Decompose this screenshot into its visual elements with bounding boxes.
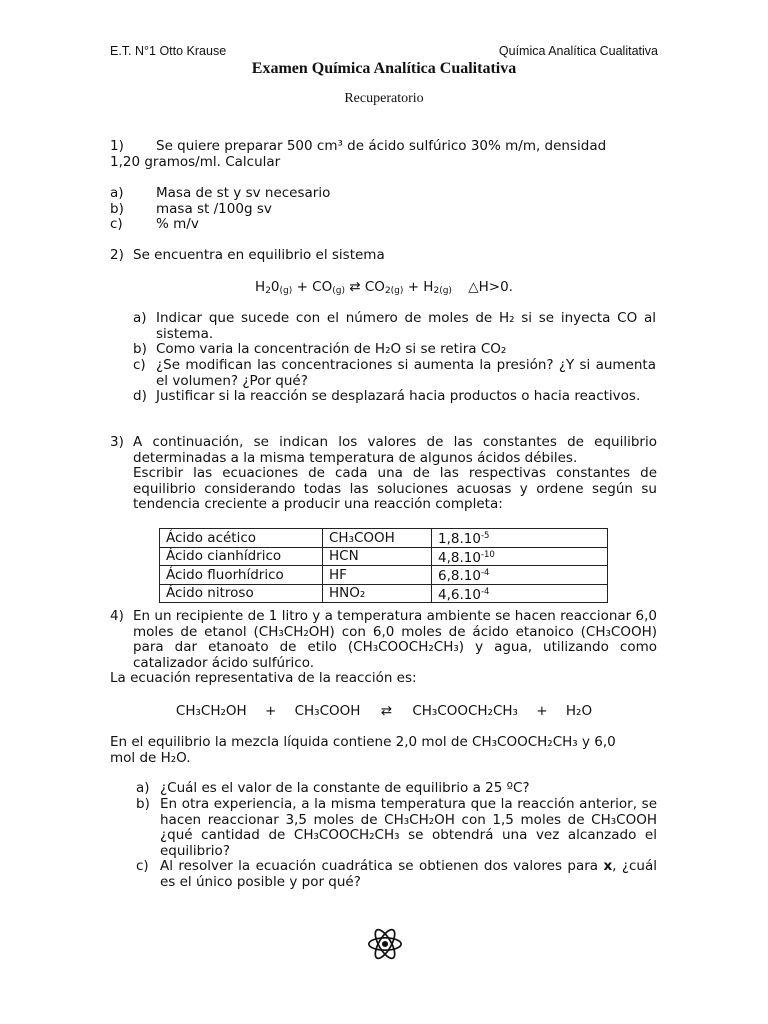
acid-constants-table <box>159 528 608 603</box>
q1-text-line2: 1,20 gramos/ml. Calcular <box>110 154 281 170</box>
table-row <box>160 584 608 603</box>
q4-number: 4) <box>110 608 124 624</box>
table-row <box>160 566 608 585</box>
q2-item-a: Indicar que sucede con el número de moles de H₂ si se inyecta CO al sistema. <box>156 310 656 342</box>
q4-equilibrium-line2: mol de H₂O. <box>110 750 191 766</box>
q2-item-a-label: a) <box>133 310 147 326</box>
q1-item-a: Masa de st y sv necesario <box>156 185 331 201</box>
q2-item-b: Como varia la concentración de H₂O si se retira CO₂ <box>156 341 507 357</box>
q3-paragraph1: A continuación, se indican los valores de las constantes de equilibrio determinadas a la misma temperatura de algunos ácidos débiles. <box>133 434 657 466</box>
q1-item-b-label: b) <box>110 201 124 217</box>
acid-name: Ácido cianhídrico <box>160 547 323 566</box>
q2-item-c-label: c) <box>133 357 146 373</box>
q2-number: 2) <box>110 247 124 263</box>
acid-ka: $4,8.10^{-10}$ <box>432 547 608 566</box>
acid-name: Ácido acético <box>160 529 323 548</box>
acid-formula: CH₃COOH <box>323 529 432 548</box>
q4-intro: La ecuación representativa de la reacción es: <box>110 670 417 686</box>
table-row <box>160 529 608 548</box>
q1-item-c-label: c) <box>110 216 123 232</box>
acid-ka: $4,6.10^{-4}$ <box>432 584 608 603</box>
atom-icon <box>366 925 404 963</box>
acid-formula: HF <box>323 566 432 585</box>
acid-name: Ácido nitroso <box>160 584 323 603</box>
acid-name: Ácido fluorhídrico <box>160 566 323 585</box>
header-subject: Química Analítica Cualitativa <box>498 44 658 58</box>
q1-item-a-label: a) <box>110 185 124 201</box>
q2-item-d-label: d) <box>133 388 147 404</box>
q4-item-c: Al resolver la ecuación cuadrática se obtienen dos valores para x, ¿cuál es el único posible y por qué? <box>160 858 657 890</box>
table-row <box>160 547 608 566</box>
q4-paragraph: En un recipiente de 1 litro y a temperatura ambiente se hacen reaccionar 6,0 moles de etanol (CH₃CH₂OH) con 6,0 moles de ácido etanoico (CH₃COOH) para dar etanoato de etilo (CH₃COOCH₂CH₃) y agua, utilizando como catalizador ácido sulfúrico. <box>133 608 657 671</box>
q1-text-line1: Se quiere preparar 500 cm³ de ácido sulfúrico 30% m/m, densidad <box>156 138 607 154</box>
q2-equation: $H_20_{(g)} + CO_{(g)}$ ⇄ $CO_{2(g)} + H_{2(g)}$ △H>0. <box>255 279 513 296</box>
exam-subtitle: Recuperatorio <box>344 91 424 106</box>
q1-item-b: masa st /100g sv <box>156 201 272 217</box>
q4-equilibrium-line1: En el equilibrio la mezcla líquida contiene 2,0 mol de CH₃COOCH₂CH₃ y 6,0 <box>110 734 616 750</box>
acid-ka: $1,8.10^{-5}$ <box>432 529 608 548</box>
q3-number: 3) <box>110 434 124 450</box>
acid-ka: $6,8.10^{-4}$ <box>432 566 608 585</box>
q4-equation: CH₃CH₂OH + CH₃COOH ⇄ CH₃COOCH₂CH₃ + H₂O <box>175 703 593 719</box>
q4-item-c-label: c) <box>136 858 149 874</box>
q2-item-d: Justificar si la reacción se desplazará hacia productos o hacia reactivos. <box>156 388 641 404</box>
q2-text: Se encuentra en equilibrio el sistema <box>133 247 385 263</box>
q4-item-a-label: a) <box>136 780 150 796</box>
q4-item-a: ¿Cuál es el valor de la constante de equilibrio a 25 ºC? <box>160 780 530 796</box>
acid-formula: HCN <box>323 547 432 566</box>
q2-item-b-label: b) <box>133 341 147 357</box>
exam-title: Examen Química Analítica Cualitativa <box>251 60 517 77</box>
q1-item-c: % m/v <box>156 216 199 232</box>
acid-formula: HNO₂ <box>323 584 432 603</box>
q2-item-c: ¿Se modifican las concentraciones si aumenta la presión? ¿Y si aumenta el volumen? ¿Por qué? <box>156 357 656 389</box>
q4-item-b: En otra experiencia, a la misma temperatura que la reacción anterior, se hacen reaccionar 3,5 moles de CH₃CH₂OH con 1,5 moles de CH₃COOH ¿qué cantidad de CH₃COOCH₂CH₃ se obtendrá una vez alcanzado el equilibrio? <box>160 796 657 859</box>
header-school: E.T. N°1 Otto Krause <box>110 44 227 58</box>
q1-number: 1) <box>110 138 124 154</box>
q4-item-b-label: b) <box>136 796 150 812</box>
q3-paragraph2: Escribir las ecuaciones de cada una de las respectivas constantes de equilibrio considerando todas las soluciones acuosas y ordene según su tendencia creciente a producir una reacción completa: <box>133 465 657 513</box>
